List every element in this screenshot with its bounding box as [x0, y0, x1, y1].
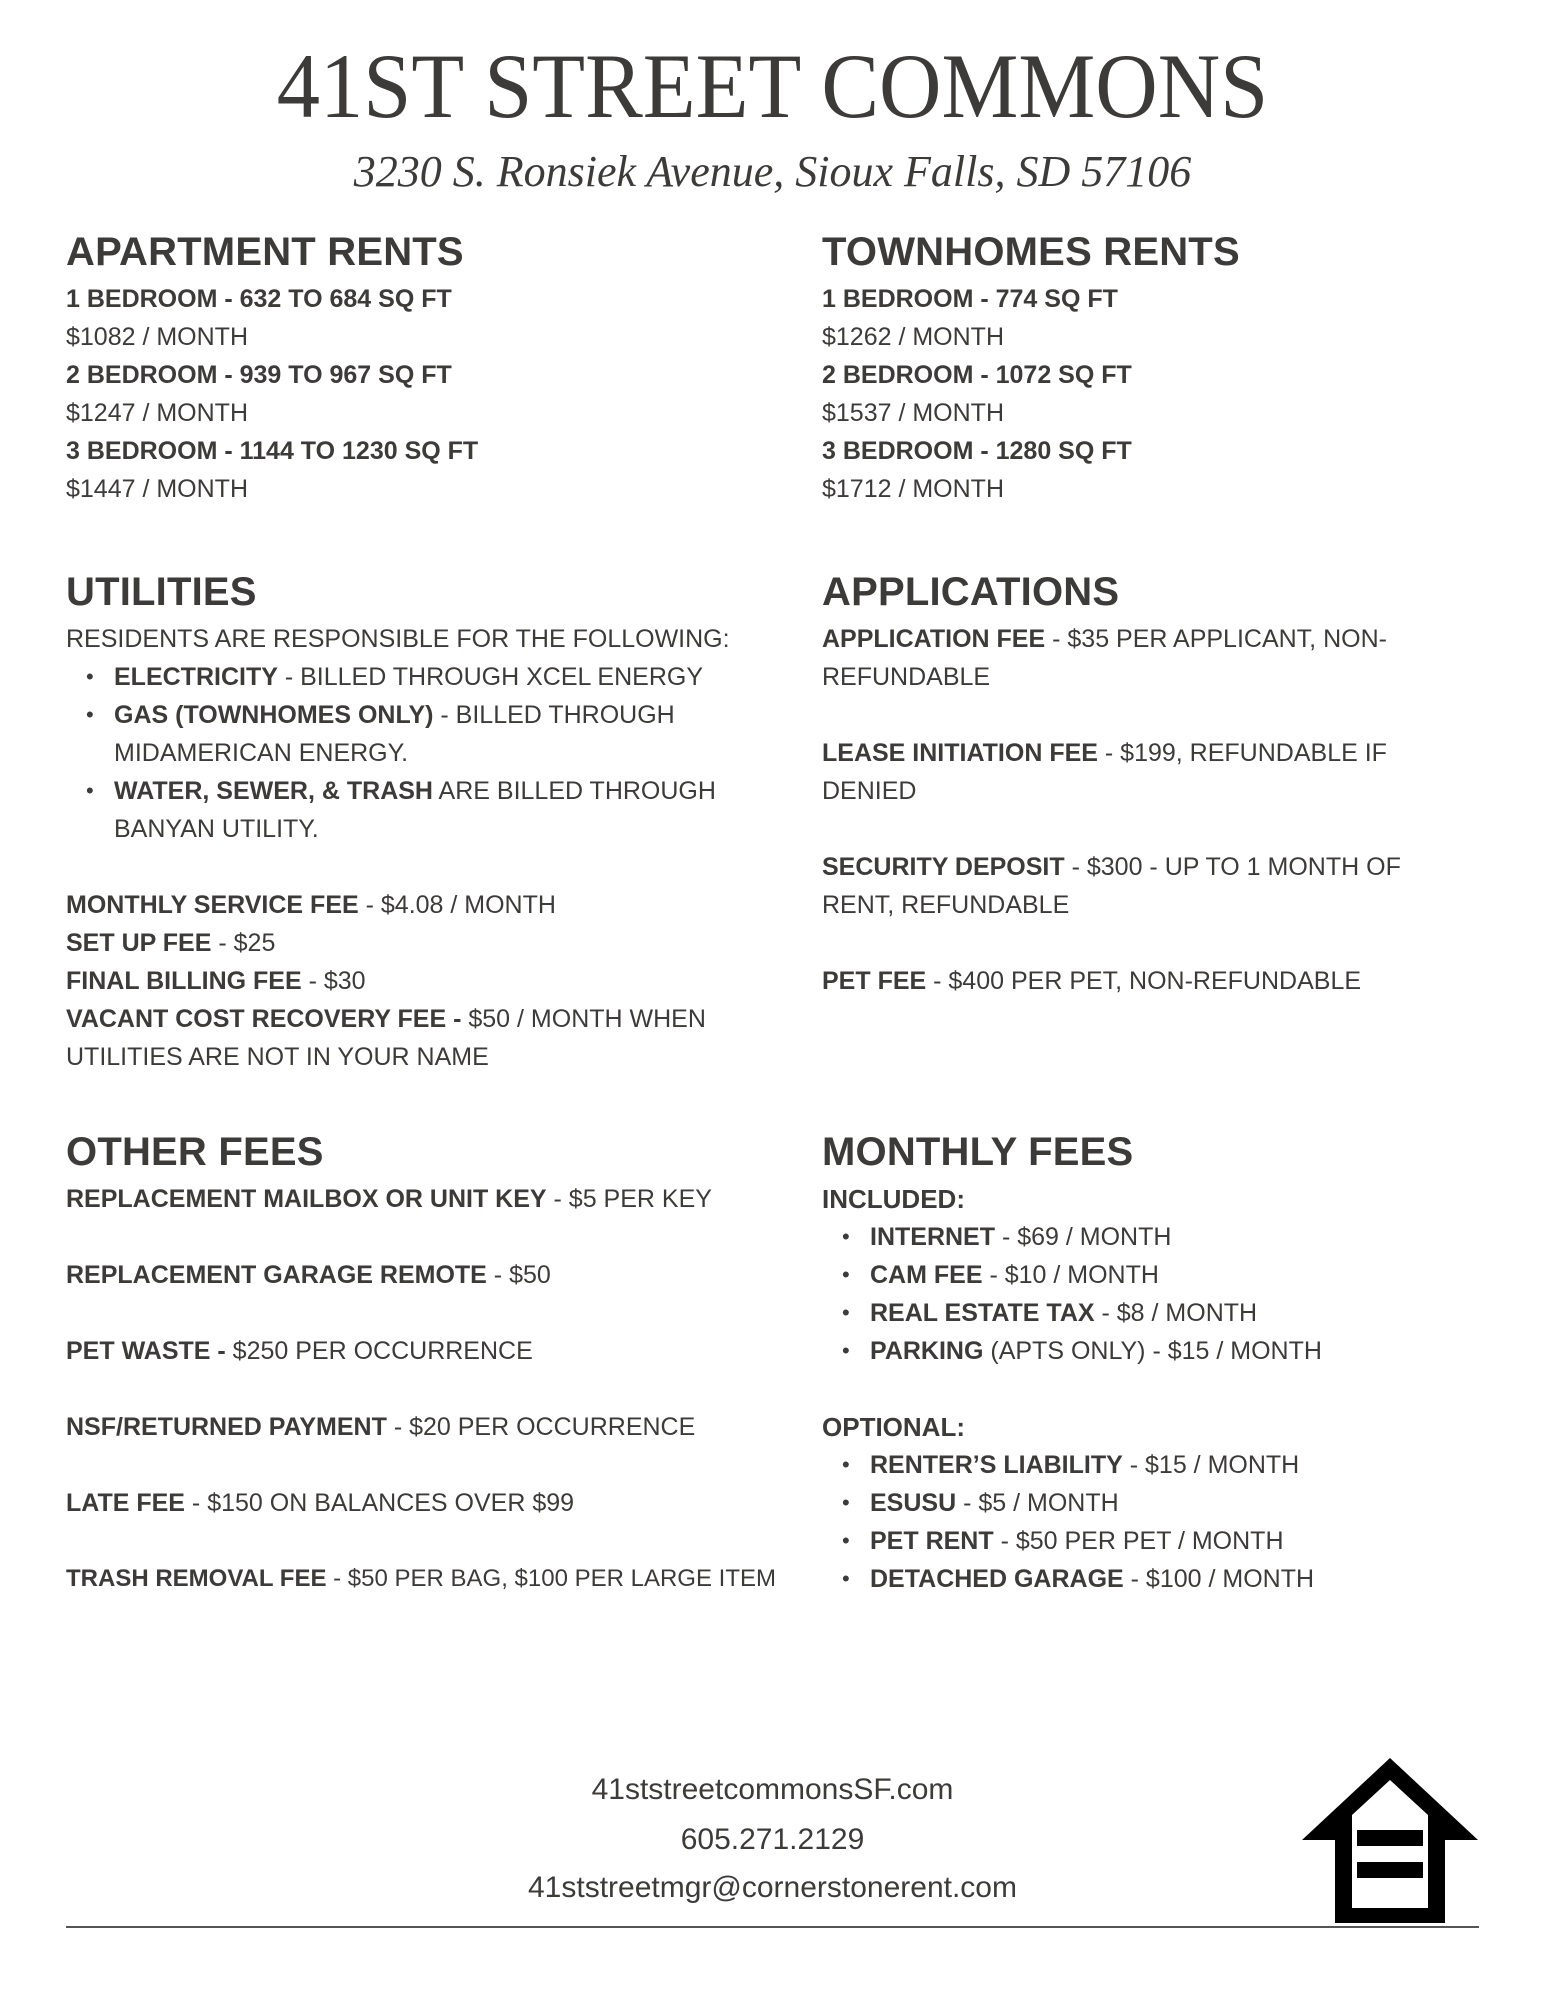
item-detail: - $69 / MONTH [995, 1223, 1172, 1251]
email-link[interactable]: 41ststreetmgr@cornerstonerent.com [528, 1871, 1017, 1904]
fee-detail: - $5 PER KEY [546, 1185, 712, 1213]
fee-detail: - $150 ON BALANCES OVER $99 [184, 1489, 575, 1517]
fee-line [66, 1560, 806, 1598]
fee-label: TRASH REMOVAL FEE [66, 1565, 327, 1592]
item-label: CAM FEE [870, 1261, 983, 1289]
item-label: INTERNET [870, 1223, 995, 1251]
list-item [114, 696, 746, 772]
fee-label: PET WASTE - [66, 1337, 226, 1365]
item-detail: - $50 PER PET / MONTH [993, 1527, 1284, 1555]
item-detail: - BILLED THROUGH MIDAMERICAN ENERGY. [114, 701, 675, 767]
fee-line [66, 924, 746, 962]
section-heading: OTHER FEES [66, 1130, 324, 1174]
section-heading: APARTMENT RENTS [66, 230, 464, 274]
unit-price: $1247 / MONTH [66, 399, 249, 427]
unit-label: 1 BEDROOM - 632 TO 684 SQ FT [66, 285, 452, 313]
item-label: APPLICATION FEE [822, 625, 1046, 653]
item-label: SECURITY DEPOSIT [822, 853, 1065, 881]
list-item [870, 1560, 1502, 1598]
item-detail: - $8 / MONTH [1094, 1299, 1258, 1327]
fee-label: LATE FEE [66, 1489, 185, 1517]
fee-line [66, 1484, 806, 1522]
list-item [870, 1484, 1502, 1522]
item-label: LEASE INITIATION FEE [822, 739, 1098, 767]
item-label: PET FEE [822, 967, 927, 995]
list-item [870, 1446, 1502, 1484]
item-detail: (APTS ONLY) - $15 / MONTH [983, 1337, 1322, 1365]
list-item [870, 1218, 1502, 1256]
website-link[interactable]: 41ststreetcommonsSF.com [591, 1773, 954, 1806]
apartment-rents-section [66, 232, 786, 508]
fee-label: MONTHLY SERVICE FEE [66, 891, 359, 919]
item-label: ESUSU [870, 1489, 957, 1517]
unit-label: 2 BEDROOM - 939 TO 967 SQ FT [66, 361, 452, 389]
equal-bar-top [1357, 1830, 1423, 1846]
unit-price: $1447 / MONTH [66, 475, 249, 503]
list-item [870, 1256, 1502, 1294]
utilities-intro: RESIDENTS ARE RESPONSIBLE FOR THE FOLLOWING: [66, 625, 730, 653]
page-title: 41ST STREET COMMONS [276, 35, 1269, 137]
fee-detail: - $50 PER BAG, $100 PER LARGE ITEM [326, 1565, 776, 1592]
application-item [822, 848, 1422, 924]
unit-price: $1712 / MONTH [822, 475, 1005, 503]
item-label: GAS (TOWNHOMES ONLY) [114, 701, 434, 729]
included-list [822, 1218, 1502, 1370]
fee-label: NSF/RETURNED PAYMENT [66, 1413, 387, 1441]
item-label: RENTER’S LIABILITY [870, 1451, 1123, 1479]
section-heading: MONTHLY FEES [822, 1130, 1134, 1174]
fee-line [66, 1000, 746, 1076]
fee-label: VACANT COST RECOVERY FEE - [66, 1005, 462, 1033]
item-label: WATER, SEWER, & TRASH [114, 777, 433, 805]
fee-detail: $50 / MONTH WHEN UTILITIES ARE NOT IN YOUR NAME [66, 1005, 706, 1071]
unit-label: 3 BEDROOM - 1280 SQ FT [822, 437, 1132, 465]
other-fees-section [66, 1132, 806, 1598]
equal-bar-bottom [1357, 1862, 1423, 1878]
list-item [114, 772, 746, 848]
fee-label: SET UP FEE [66, 929, 212, 957]
fee-detail: - $20 PER OCCURRENCE [386, 1413, 696, 1441]
list-item [870, 1332, 1502, 1370]
townhomes-rents-section [822, 232, 1542, 508]
section-heading: APPLICATIONS [822, 570, 1120, 614]
fee-detail: - $50 [486, 1261, 551, 1289]
item-label: ELECTRICITY [114, 663, 278, 691]
phone-number: 605.271.2129 [680, 1823, 865, 1856]
fee-detail: - $30 [301, 967, 366, 995]
unit-label: 3 BEDROOM - 1144 TO 1230 SQ FT [66, 437, 479, 465]
item-label: PET RENT [870, 1527, 994, 1555]
fee-detail: - $4.08 / MONTH [358, 891, 556, 919]
unit-price: $1537 / MONTH [822, 399, 1005, 427]
fee-line [66, 886, 746, 924]
fee-line [66, 1256, 806, 1294]
equal-housing-opportunity-icon [1300, 1758, 1480, 1923]
item-detail: - $300 - UP TO 1 MONTH OF RENT, REFUNDABLE [822, 853, 1401, 919]
item-detail: - $10 / MONTH [982, 1261, 1159, 1289]
section-heading: TOWNHOMES RENTS [822, 230, 1240, 274]
item-detail: - $199, REFUNDABLE IF DENIED [822, 739, 1387, 805]
item-detail: - $15 / MONTH [1122, 1451, 1300, 1479]
unit-price: $1262 / MONTH [822, 323, 1005, 351]
item-detail: ARE BILLED THROUGH BANYAN UTILITY. [114, 777, 716, 843]
item-label: REAL ESTATE TAX [870, 1299, 1095, 1327]
fee-line [66, 962, 746, 1000]
item-detail: - $35 PER APPLICANT, NON-REFUNDABLE [822, 625, 1387, 691]
fee-line [66, 1408, 806, 1446]
unit-label: 2 BEDROOM - 1072 SQ FT [822, 361, 1132, 389]
fee-line [66, 1180, 806, 1218]
item-label: PARKING [870, 1337, 984, 1365]
utilities-section [66, 572, 746, 1076]
fee-label: REPLACEMENT GARAGE REMOTE [66, 1261, 487, 1289]
optional-label: OPTIONAL: [822, 1412, 965, 1442]
included-label: INCLUDED: [822, 1184, 965, 1214]
list-item [114, 658, 746, 696]
item-detail: - BILLED THROUGH XCEL ENERGY [277, 663, 704, 691]
fee-detail: $250 PER OCCURRENCE [225, 1337, 533, 1365]
utilities-list [66, 658, 746, 848]
fee-label: REPLACEMENT MAILBOX OR UNIT KEY [66, 1185, 547, 1213]
unit-price: $1082 / MONTH [66, 323, 249, 351]
fee-label: FINAL BILLING FEE [66, 967, 302, 995]
optional-list [822, 1446, 1502, 1598]
application-item [822, 734, 1422, 810]
unit-label: 1 BEDROOM - 774 SQ FT [822, 285, 1118, 313]
monthly-fees-section [822, 1132, 1502, 1598]
section-heading: UTILITIES [66, 570, 257, 614]
application-item [822, 962, 1422, 1000]
item-label: DETACHED GARAGE [870, 1565, 1124, 1593]
item-detail: - $400 PER PET, NON-REFUNDABLE [926, 967, 1362, 995]
item-detail: - $100 / MONTH [1123, 1565, 1315, 1593]
fee-detail: - $25 [211, 929, 276, 957]
address-subtitle: 3230 S. Ronsiek Avenue, Sioux Falls, SD 57106 [353, 147, 1192, 196]
footer-divider [66, 1926, 1479, 1928]
application-item [822, 620, 1422, 696]
item-detail: - $5 / MONTH [956, 1489, 1119, 1517]
list-item [870, 1294, 1502, 1332]
fee-line [66, 1332, 806, 1370]
applications-section [822, 572, 1422, 1000]
list-item [870, 1522, 1502, 1560]
